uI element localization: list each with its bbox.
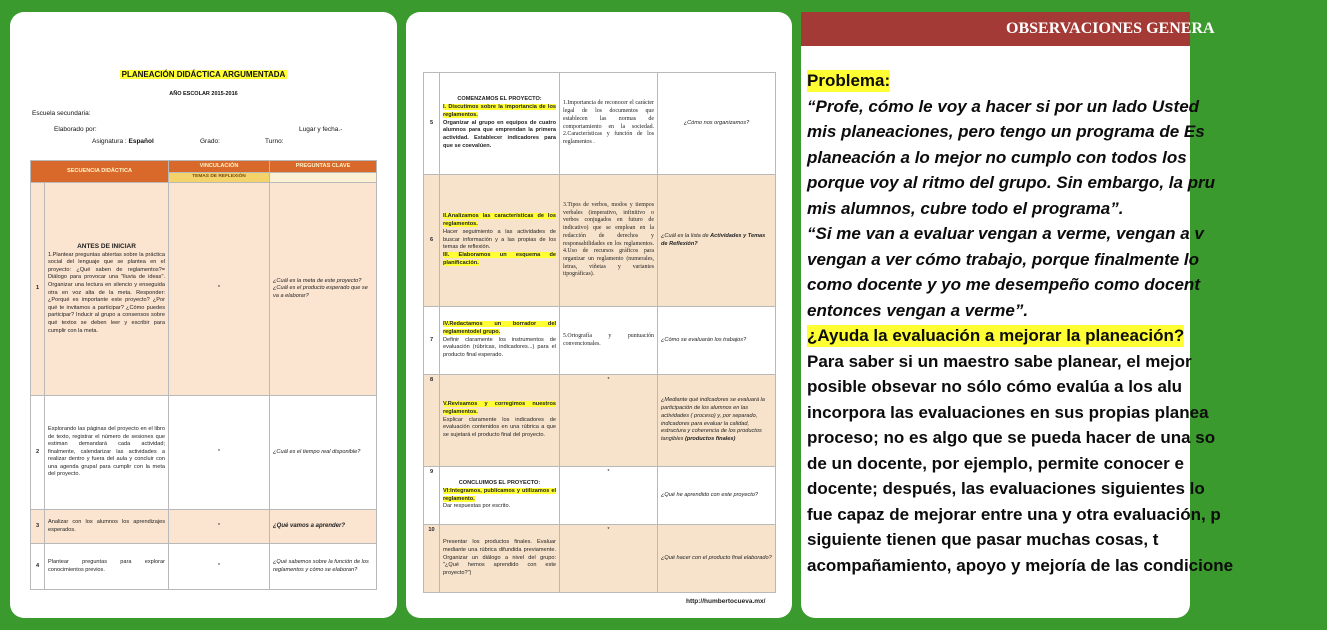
table-row: 8 V.Revisamos y corregimos nuestros reglamentos. Explicar claramente los indicadores de evaluación contenidos en una rúbrica a que se sujetará el producto final del proyecto. * ¿Mediante qué indicadores se evaluará la participación de los alumnos en las actividades ( proceso) y, por separado, indicadores para evaluar la calidad, estructura y coherencia de los productos tangibles (productos finales)	[424, 375, 776, 467]
table-row: 9 CONCLUIMOS EL PROYECTO: VI:Integramos, publicamos y utilizamos el reglamento. Dar respuestas por escrito. * ¿Qué he aprendido con este proyecto?	[424, 467, 776, 525]
table-row: 3 Analizar con los alumnos los aprendizajes esperados. * ¿Qué vamos a aprender?	[31, 510, 377, 544]
document-title: PLANEACIÓN DIDÁCTICA ARGUMENTADA	[121, 70, 286, 79]
col-header-sequence: SECUENCIA DIDÁCTICA	[31, 161, 169, 183]
quote-line: planeación a lo mejor no cumplo con todos los	[807, 147, 1187, 167]
quote-line: como docente y yo me desempeño como docent	[807, 275, 1200, 294]
body-line: posible obsevar no sólo cómo evalúa a los alu	[807, 377, 1183, 396]
planning-table	[30, 160, 377, 590]
grade-label: Grado:	[200, 138, 220, 145]
quote-line: vengan a ver cómo trabajo, porque finalmente lo	[807, 249, 1200, 269]
quote-line: “Si me van a evaluar vengan a verme, vengan a v	[807, 224, 1204, 243]
body-line: proceso; no es algo que se pueda hacer de una so	[807, 428, 1216, 447]
planning-document-page-2	[406, 12, 792, 618]
school-label: Escuela secundaria:	[32, 110, 91, 117]
source-url: http://humbertocueva.mx/	[686, 598, 766, 605]
problem-heading: Problema:	[807, 71, 891, 90]
body-line: siguiente tienen que pasar muchas cosas, t	[807, 530, 1159, 549]
quote-line: porque voy al ritmo del grupo. Sin embargo, la pru	[807, 173, 1216, 192]
table-row: 6 II.Analizamos las características de los reglamentos. Hacer seguimiento a las actividades de buscar información y a las propias de los temas de reflexión. III. Elaboramos un esquema de planificación. 3.Tipos de verbos, modos y tiempos verbales (imperativo, infinitivo o verbos conjugados en futuro de indicativo) que se emplean en la redacción de derechos y responsabilidades en los reglamentos. 4.Uso de recursos gráficos para organizar un reglamento (numerales, letras, viñetas y variantes tipográficas). ¿Cuál es la lista de Actividades y Temas de Reflexión?	[424, 175, 776, 307]
body-line: de un docente, por ejemplo, permite conocer e	[807, 453, 1184, 473]
table-row: 7 IV.Redactamos un borrador del reglamentodel grupo. Definir claramente los instrumentos de evaluación (rúbricas, indicadores...) para el producto final esperado. 5.Ortografía y puntuación convencionales. ¿Cómo se evaluarán los trabajos?	[424, 307, 776, 375]
planning-document-page-1	[10, 12, 397, 618]
quote-line: entonces vengan a verme”.	[807, 300, 1029, 320]
table-row: 10 Presentar los productos finales. Evaluar mediante una rúbrica difundida previamente. Organizar un diálogo a nivel del grupo: "¿Qué hemos aprendido con este proyecto?") * ¿Qué hacer con el producto final elaborado?	[424, 525, 776, 593]
sub-header-themes: TEMAS DE REFLEXIÓN	[169, 173, 270, 183]
observations-banner: OBSERVACIONES GENERA	[801, 12, 1190, 46]
shift-label: Turno:	[265, 138, 284, 145]
elaborated-label: Elaborado por:	[54, 126, 97, 133]
quote-line: mis alumnos, cubre todo el programa”.	[807, 198, 1124, 218]
table-row: 1 ANTES DE INICIAR 1.Plantear preguntas abiertas sobre la práctica social del lenguaje que se plantea en el proyecto: ¿Qué saben de reglamentos?= Diálogo para provocar una "lluvia de ideas". Organizar una lectura en silencio y enseguida otra en voz alta de la meta. Responder: ¿Porqué es importante este proyecto? ¿Por qué te invitamos a participar? ¿Cómo puedes participar? Inducir al grupo a consensos sobre qué textos se deben leer y escribir para cumplir con la meta. * ¿Cuál es la meta de este proyecto? ¿Cuál es el producto esperado que se va a elaborar?	[31, 183, 377, 396]
body-line: fue capaz de mejorar entre una y otra evaluación, p	[807, 504, 1221, 524]
quote-line: “Profe, cómo le voy a hacer si por un lado Usted	[807, 96, 1200, 116]
body-line: incorpora las evaluaciones en sus propias planea	[807, 402, 1209, 422]
col-header-link: VINCULACIÓN	[169, 161, 270, 173]
body-line: acompañamiento, apoyo y mejoría de las condicione	[807, 555, 1234, 575]
planning-table-continued	[423, 72, 776, 593]
col-header-questions: PREGUNTAS CLAVE	[270, 161, 377, 173]
table-row: 5 COMENZAMOS EL PROYECTO: I. Discutimos sobre la importancia de los reglamentos. Organizar al grupo en equipos de cuatro alumnos para que emprendan la primera actividad. Establecer indicadores para que se coevalúen. 1.Importancia de reconocer el carácter legal de los documentos que establecen las normas de comportamiento en la sociedad. 2.Características y función de los reglamentos . ¿Cómo nos organizamos?	[424, 73, 776, 175]
place-date-label: Lugar y fecha.-	[299, 126, 343, 133]
body-line: docente; después, las evaluaciones siguientes lo	[807, 479, 1205, 498]
table-row: 2 Explorando las páginas del proyecto en el libro de texto, registrar el número de sesiones que estiman demandará cada actividad; finalmente, calendarizar las actividades a realizar dentro y fuera del aula y concluir con una agenda grupal para cumplir con la meta del proyecto. * ¿Cuál es el tiempo real disponible?	[31, 396, 377, 510]
table-row: 4 Plantear preguntas para explorar conocimientos previos. * ¿Qué sabemos sobre la función de los reglamentos y cómo se elaboran?	[31, 544, 377, 590]
observations-slide	[801, 12, 1234, 618]
question-heading: ¿Ayuda la evaluación a mejorar la planeación?	[807, 326, 1185, 345]
observations-text	[807, 68, 1327, 578]
body-line: Para saber si un maestro sabe planear, el mejor	[807, 351, 1192, 371]
subject-line: Asignatura : Español	[92, 138, 154, 145]
school-year: AÑO ESCOLAR 2015-2016	[169, 91, 238, 97]
quote-line: mis planeaciones, pero tengo un programa de Es	[807, 122, 1205, 141]
